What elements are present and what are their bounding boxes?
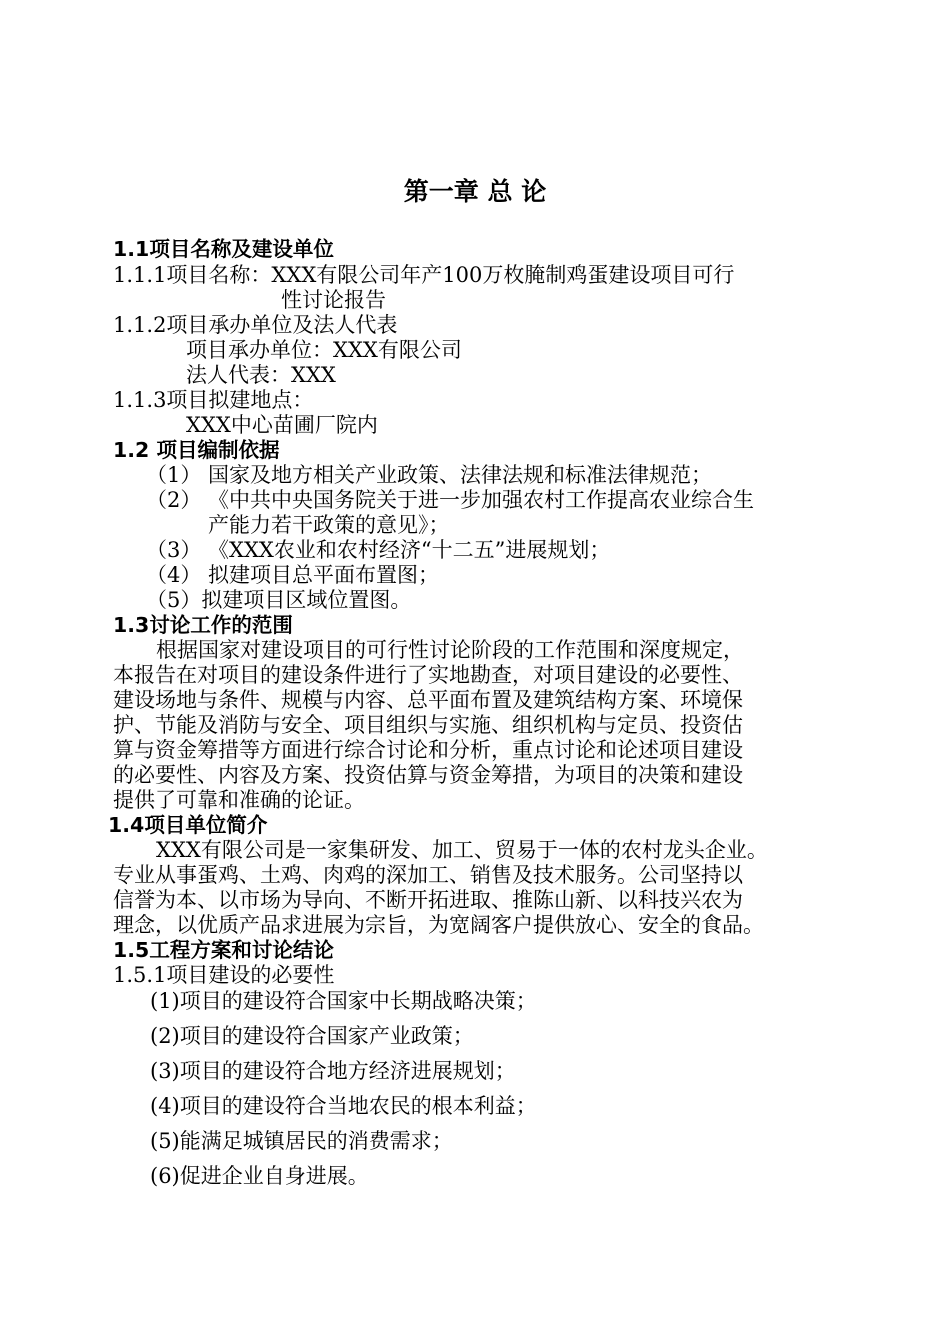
list-item: 产能力若干政策的意见》； [208, 513, 450, 537]
text-line: 性讨论报告 [281, 288, 386, 312]
paragraph-line: 的必要性、内容及方案、投资估算与资金筹措，为项目的决策和建设 [113, 763, 743, 787]
list-item: (6)促进企业自身进展。 [150, 1164, 369, 1188]
text-line: 1.1.3项目拟建地点： [113, 388, 314, 412]
list-item: （3） 《XXX农业和农村经济“十二五”进展规划； [146, 538, 611, 562]
text-line: 1.1.2项目承办单位及法人代表 [113, 313, 398, 337]
list-item: (2)项目的建设符合国家产业政策； [150, 1024, 474, 1048]
text-line: 项目承办单位：XXX有限公司 [186, 338, 462, 362]
list-item: （1） 国家及地方相关产业政策、法律法规和标准法律规范； [146, 463, 713, 487]
paragraph-line: 护、节能及消防与安全、项目组织与实施、组织机构与定员、投资估 [113, 713, 743, 737]
text-line: 法人代表：XXX [186, 363, 336, 387]
list-item: （4） 拟建项目总平面布置图； [146, 563, 440, 587]
section-heading-1-5: 1.5工程方案和讨论结论 [113, 938, 334, 962]
text-line: XXX中心苗圃厂院内 [186, 413, 378, 437]
paragraph-line: 信誉为本、以市场为导向、不断开拓进取、推陈山新、以科技兴农为 [113, 888, 743, 912]
paragraph-line: 本报告在对项目的建设条件进行了实地勘查，对项目建设的必要性、 [113, 663, 743, 687]
list-item: （2） 《中共中央国务院关于进一步加强农村工作提高农业综合生 [146, 488, 755, 512]
paragraph-line: 算与资金筹措等方面进行综合讨论和分析，重点讨论和论述项目建设 [113, 738, 743, 762]
paragraph-line: 建设场地与条件、规模与内容、总平面布置及建筑结构方案、环境保 [113, 688, 743, 712]
chapter-title: 第一章 总 论 [403, 177, 547, 206]
list-item: （5）拟建项目区域位置图。 [146, 588, 412, 612]
section-heading-1-3: 1.3讨论工作的范围 [113, 613, 293, 637]
paragraph-line: 提供了可靠和准确的论证。 [113, 788, 365, 812]
list-item: (1)项目的建设符合国家中长期战略决策； [150, 989, 537, 1013]
section-heading-1-1: 1.1项目名称及建设单位 [113, 237, 334, 261]
text-line: 1.1.1项目名称：XXX有限公司年产100万枚腌制鸡蛋建设项目可行 [113, 263, 735, 287]
section-heading-1-4: 1.4项目单位简介 [108, 813, 268, 837]
subheading-1-5-1: 1.5.1项目建设的必要性 [113, 963, 335, 987]
paragraph-line: 根据国家对建设项目的可行性讨论阶段的工作范围和深度规定， [156, 638, 744, 662]
paragraph-line: 专业从事蛋鸡、土鸡、肉鸡的深加工、销售及技术服务。公司坚持以 [113, 863, 743, 887]
list-item: (3)项目的建设符合地方经济进展规划； [150, 1059, 516, 1083]
section-heading-1-2: 1.2 项目编制依据 [113, 438, 280, 462]
paragraph-line: XXX有限公司是一家集研发、加工、贸易于一体的农村龙头企业。 [156, 838, 768, 862]
list-item: (4)项目的建设符合当地农民的根本利益； [150, 1094, 537, 1118]
paragraph-line: 理念，以优质产品求进展为宗旨，为宽阔客户提供放心、安全的食品。 [113, 913, 764, 937]
list-item: (5)能满足城镇居民的消费需求； [150, 1129, 453, 1153]
